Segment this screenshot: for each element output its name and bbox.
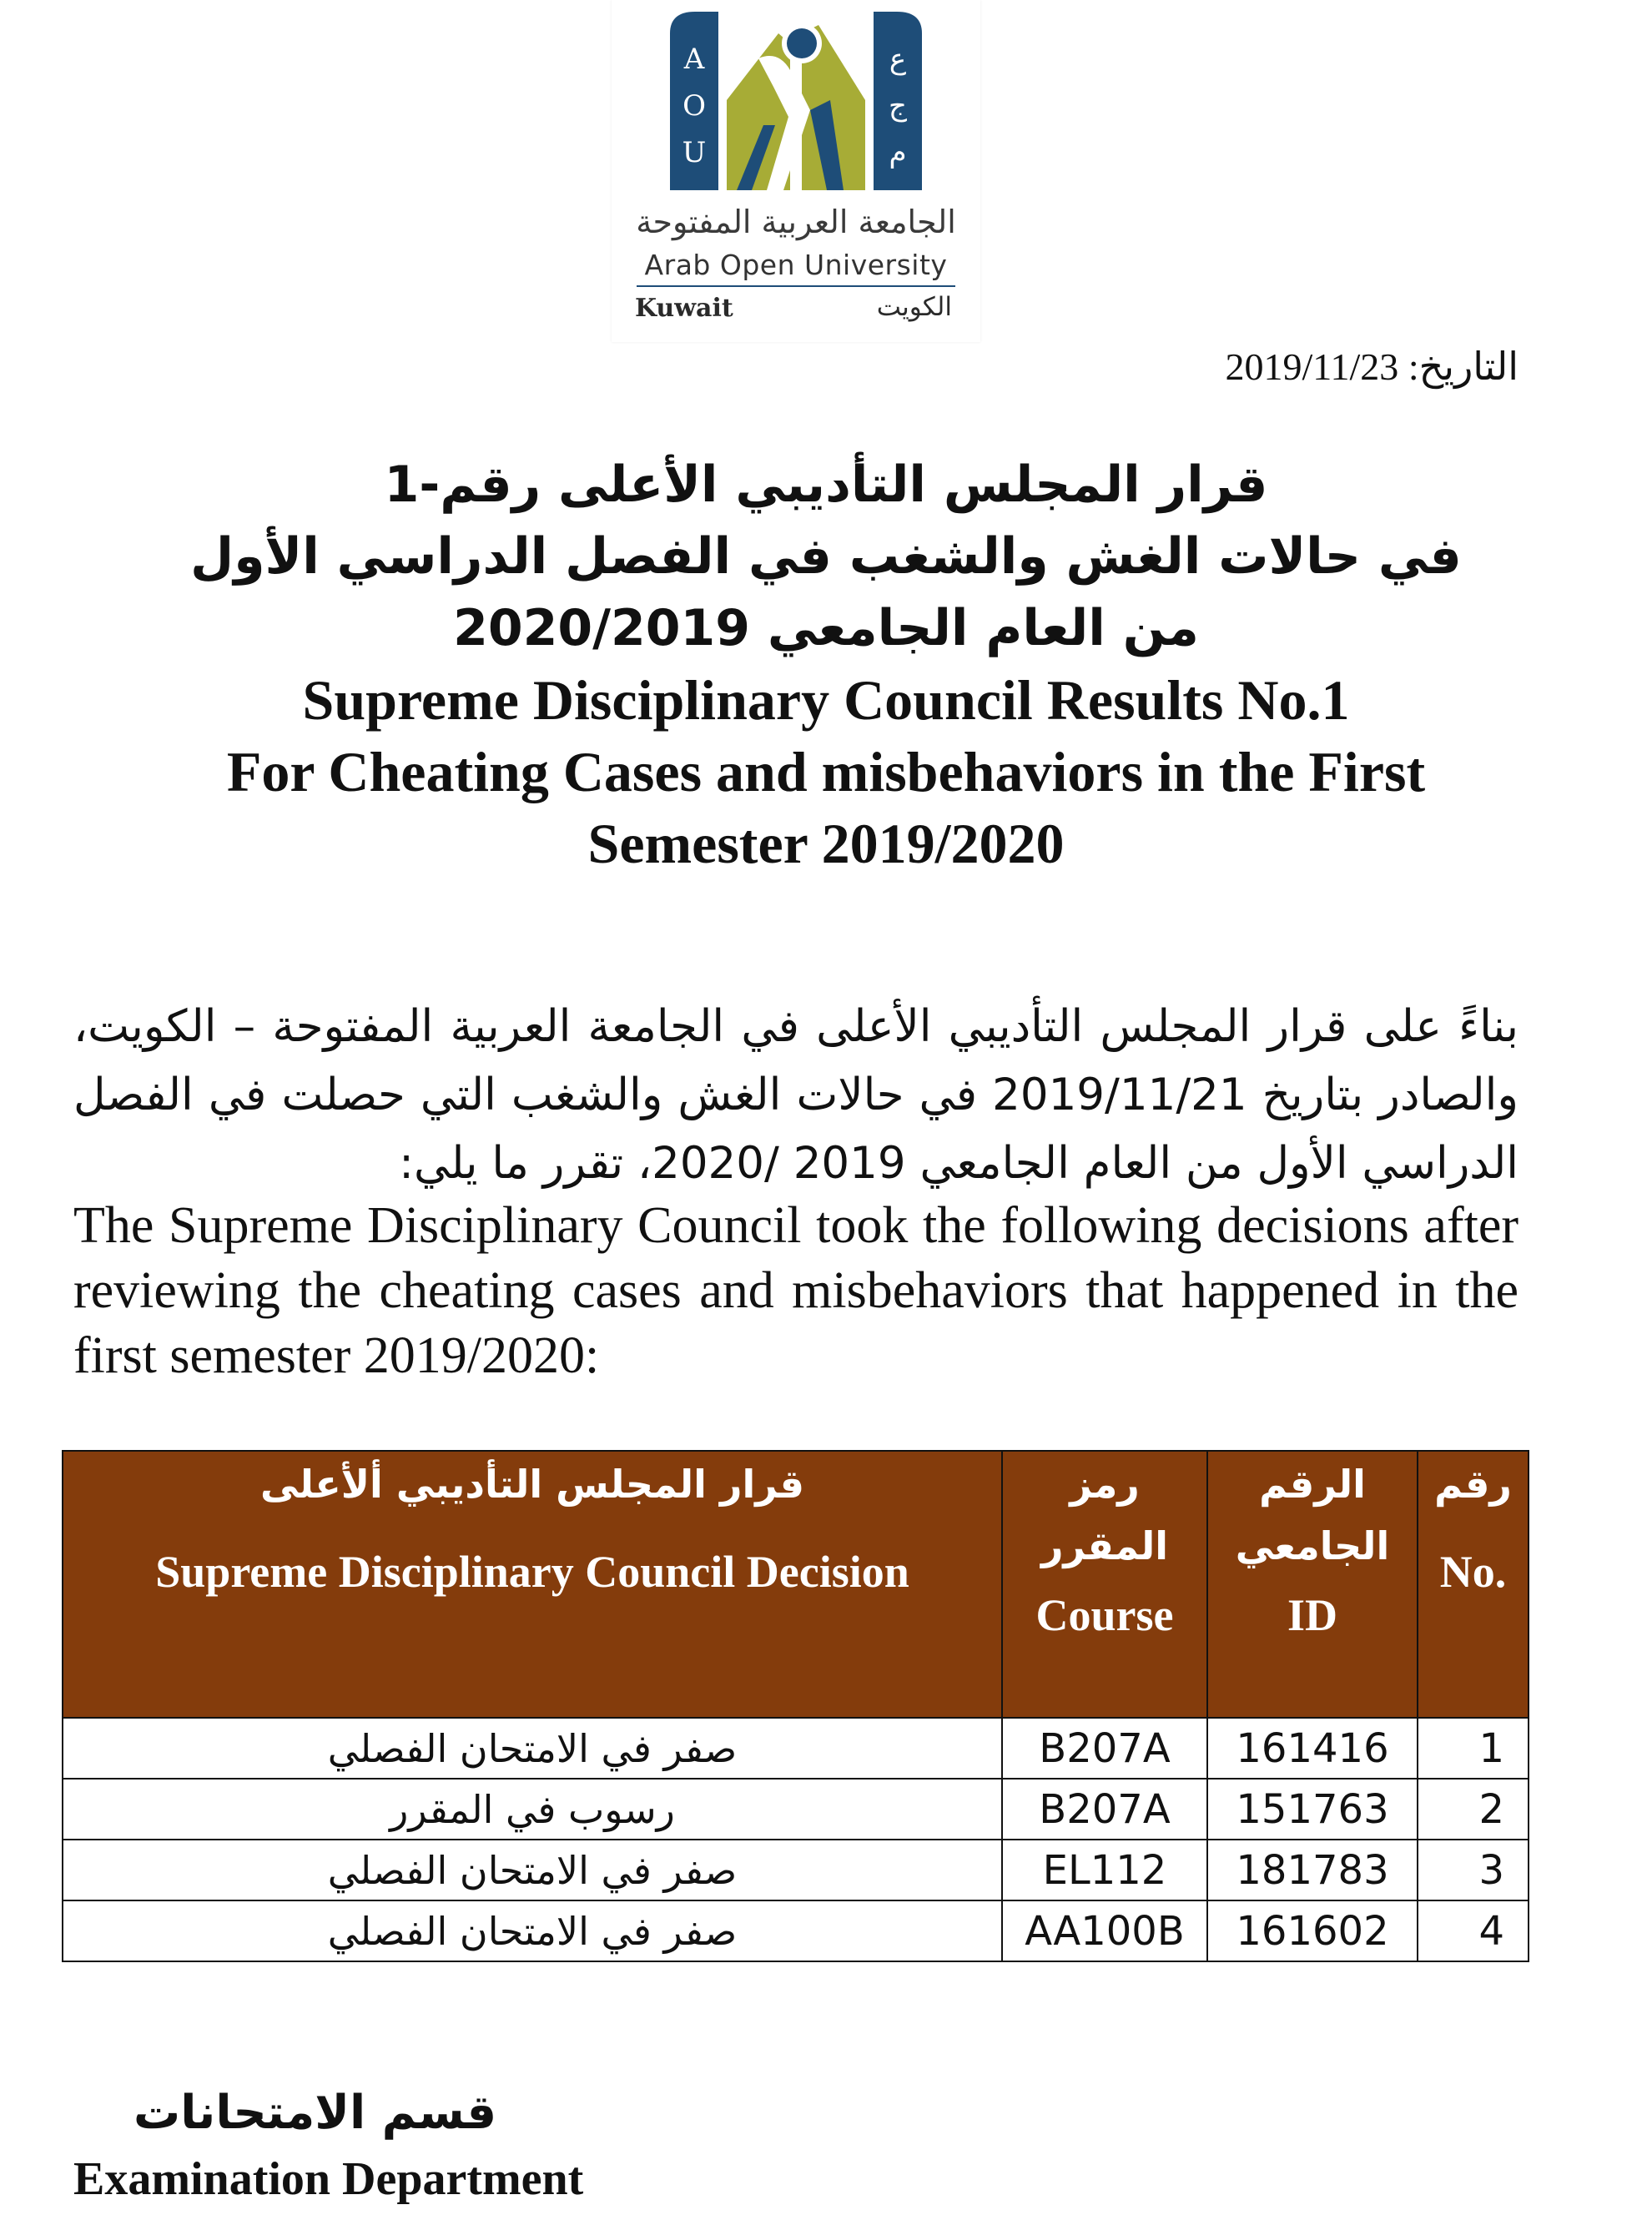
column-header-id-arabic: الرقم الجامعي xyxy=(1235,1462,1390,1568)
title-english-line-1: Supreme Disciplinary Council Results No.1 xyxy=(302,668,1350,732)
cell-course: AA100B xyxy=(1002,1900,1207,1961)
logo-branch-english: Kuwait xyxy=(635,294,733,323)
column-header-course xyxy=(1002,1451,1207,1718)
table-row xyxy=(63,1900,1529,1961)
logo-divider xyxy=(637,285,955,287)
cell-decision: صفر في الامتحان الفصلي xyxy=(63,1840,1002,1900)
column-header-no-arabic: رقم xyxy=(1434,1462,1512,1507)
cell-id: 181783 xyxy=(1207,1840,1418,1900)
column-header-decision-arabic: قرار المجلس التأديبي ألأعلى xyxy=(260,1462,804,1507)
logo-letter-o: O xyxy=(682,89,706,123)
logo-letter-u: U xyxy=(682,136,707,169)
footer-department-arabic: قسم الامتحانات xyxy=(133,2086,497,2140)
logo-letter-jeem: ج xyxy=(889,89,907,123)
logo-branch-arabic: الكويت xyxy=(876,292,952,322)
title-english-line-2: For Cheating Cases and misbehaviors in the First xyxy=(226,740,1426,803)
cell-id: 161602 xyxy=(1207,1900,1418,1961)
logo-name-english: Arab Open University xyxy=(644,249,948,281)
logo-emblem-icon xyxy=(612,0,980,200)
cell-course: EL112 xyxy=(1002,1840,1207,1900)
table-row xyxy=(63,1779,1529,1840)
cell-no: 1 xyxy=(1418,1718,1529,1779)
title-arabic-line-1: قرار المجلس التأديبي الأعلى رقم-1 xyxy=(384,456,1268,514)
cell-decision: صفر في الامتحان الفصلي xyxy=(63,1718,1002,1779)
date-label: التاريخ: xyxy=(1408,345,1519,388)
table-header-row xyxy=(63,1451,1529,1718)
cell-course: B207A xyxy=(1002,1779,1207,1840)
cell-id: 161416 xyxy=(1207,1718,1418,1779)
intro-paragraph-arabic: بناءً على قرار المجلس التأديبي الأعلى في الجامعة العربية المفتوحة – الكويت، والصادر بتاريخ 2019/11/21 في حالات الغش والشغب التي حصلت في الفصل الدراسي الأول من العام الجامعي 2019 /2020، تقرر ما يلي: xyxy=(73,1001,1519,1189)
column-header-no-english: No. xyxy=(1439,1547,1507,1597)
cell-no: 3 xyxy=(1418,1840,1529,1900)
column-header-id-english: ID xyxy=(1287,1590,1337,1640)
date-value: 2019/11/23 xyxy=(1225,345,1399,388)
column-header-course-english: Course xyxy=(1035,1590,1174,1640)
table-row xyxy=(63,1718,1529,1779)
decisions-table xyxy=(62,1450,1529,1962)
cell-decision: صفر في الامتحان الفصلي xyxy=(63,1900,1002,1961)
logo-letter-a: A xyxy=(683,43,705,76)
cell-course: B207A xyxy=(1002,1718,1207,1779)
title-arabic-line-3: من العام الجامعي 2020/2019 xyxy=(453,599,1199,657)
cell-decision: رسوب في المقرر xyxy=(63,1779,1002,1840)
footer-department-english: Examination Department xyxy=(73,2153,584,2205)
column-header-no xyxy=(1418,1451,1529,1718)
cell-no: 4 xyxy=(1418,1900,1529,1961)
logo-name-arabic: الجامعة العربية المفتوحة xyxy=(636,204,956,240)
logo-letter-meem: م xyxy=(889,136,907,169)
logo-letter-ain: ع xyxy=(889,43,907,76)
intro-paragraph-english: The Supreme Disciplinary Council took the following decisions after reviewing the cheating cases and misbehaviors that happened in the first semester 2019/2020: xyxy=(73,1197,1519,1384)
column-header-course-arabic: رمز المقرر xyxy=(1040,1462,1169,1568)
document-title xyxy=(100,449,1552,879)
title-english-line-3: Semester 2019/2020 xyxy=(587,812,1065,875)
table-row xyxy=(63,1840,1529,1900)
column-header-decision xyxy=(63,1451,1002,1718)
title-arabic-line-2: في حالات الغش والشغب في الفصل الدراسي الأول xyxy=(190,527,1462,586)
cell-no: 2 xyxy=(1418,1779,1529,1840)
document-date xyxy=(1225,344,1519,389)
column-header-id xyxy=(1207,1451,1418,1718)
column-header-decision-english: Supreme Disciplinary Council Decision xyxy=(155,1547,909,1597)
university-logo xyxy=(612,0,980,342)
cell-id: 151763 xyxy=(1207,1779,1418,1840)
